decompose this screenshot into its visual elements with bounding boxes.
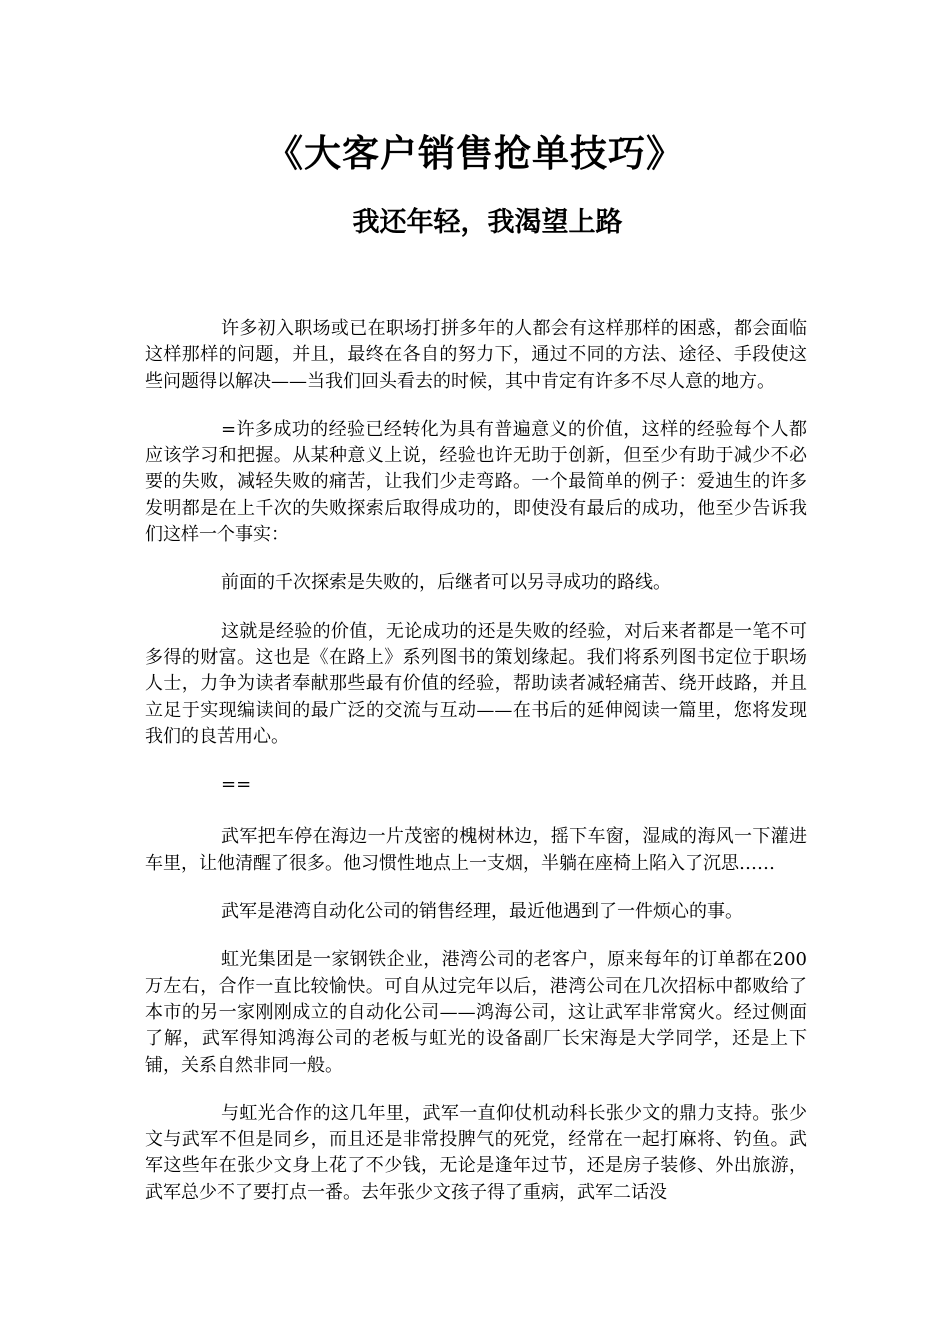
paragraph-3: 前面的千次探索是失败的，后继者可以另寻成功的路线。 (221, 572, 671, 594)
paragraph-7: 虹光集团是一家钢铁企业，港湾公司的老客户，原来每年的订单都在200万左右，合作一直比较愉快。可自从过完年以后，港湾公司在几次招标中都败给了本市的另一家刚刚成立的自动化公司——鸿海公司，这让武军非常窝火。经过侧面了解，武军得知鸿海公司的老板与虹光的设备副厂长宋海是大学同学，还是上下铺，关系自然非同一般。 (145, 949, 807, 1076)
paragraph-5: 武军把车停在海边一片茂密的槐树林边，摇下车窗，湿咸的海风一下灌进车里，让他清醒了很多。他习惯性地点上一支烟，半躺在座椅上陷入了沉思…… (145, 826, 807, 874)
paragraph-6: 武军是港湾自动化公司的销售经理，最近他遇到了一件烦心的事。 (221, 901, 743, 923)
paragraph-2: =许多成功的经验已经转化为具有普遍意义的价值，这样的经验每个人都应该学习和把握。从某种意义上说，经验也许无助于创新，但至少有助于减少不必要的失败，减轻失败的痛苦，让我们少走弯路。一个最简单的例子：爱迪生的许多发明都是在上千次的失败探索后取得成功的，即使没有最后的成功，他至少告诉我们这样一个事实： (145, 418, 807, 546)
document-body (145, 316, 807, 1228)
section-separator: == (221, 774, 252, 796)
document-subtitle: 我还年轻，我渴望上路 (352, 207, 623, 238)
paragraph-1: 许多初入职场或已在职场打拼多年的人都会有这样那样的困惑，都会面临这样那样的问题，并且，最终在各自的努力下，通过不同的方法、途径、手段使这些问题得以解决——当我们回头看去的时候，其中肯定有许多不尽人意的地方。 (145, 318, 807, 392)
paragraph-4: 这就是经验的价值，无论成功的还是失败的经验，对后来者都是一笔不可多得的财富。这也是《在路上》系列图书的策划缘起。我们将系列图书定位于职场人士，力争为读者奉献那些最有价值的经验，帮助读者减轻痛苦、绕开歧路，并且立足于实现编读间的最广泛的交流与互动——在书后的延伸阅读一篇里，您将发现我们的良苦用心。 (145, 620, 807, 747)
document-title: 《大客户销售抢单技巧》 (266, 131, 684, 175)
paragraph-8: 与虹光合作的这几年里，武军一直仰仗机动科长张少文的鼎力支持。张少文与武军不但是同乡，而且还是非常投脾气的死党，经常在一起打麻将、钓鱼。武军这些年在张少文身上花了不少钱，无论是逢年过节，还是房子装修、外出旅游，武军总少不了要打点一番。去年张少文孩子得了重病，武军二话没 (145, 1102, 807, 1203)
